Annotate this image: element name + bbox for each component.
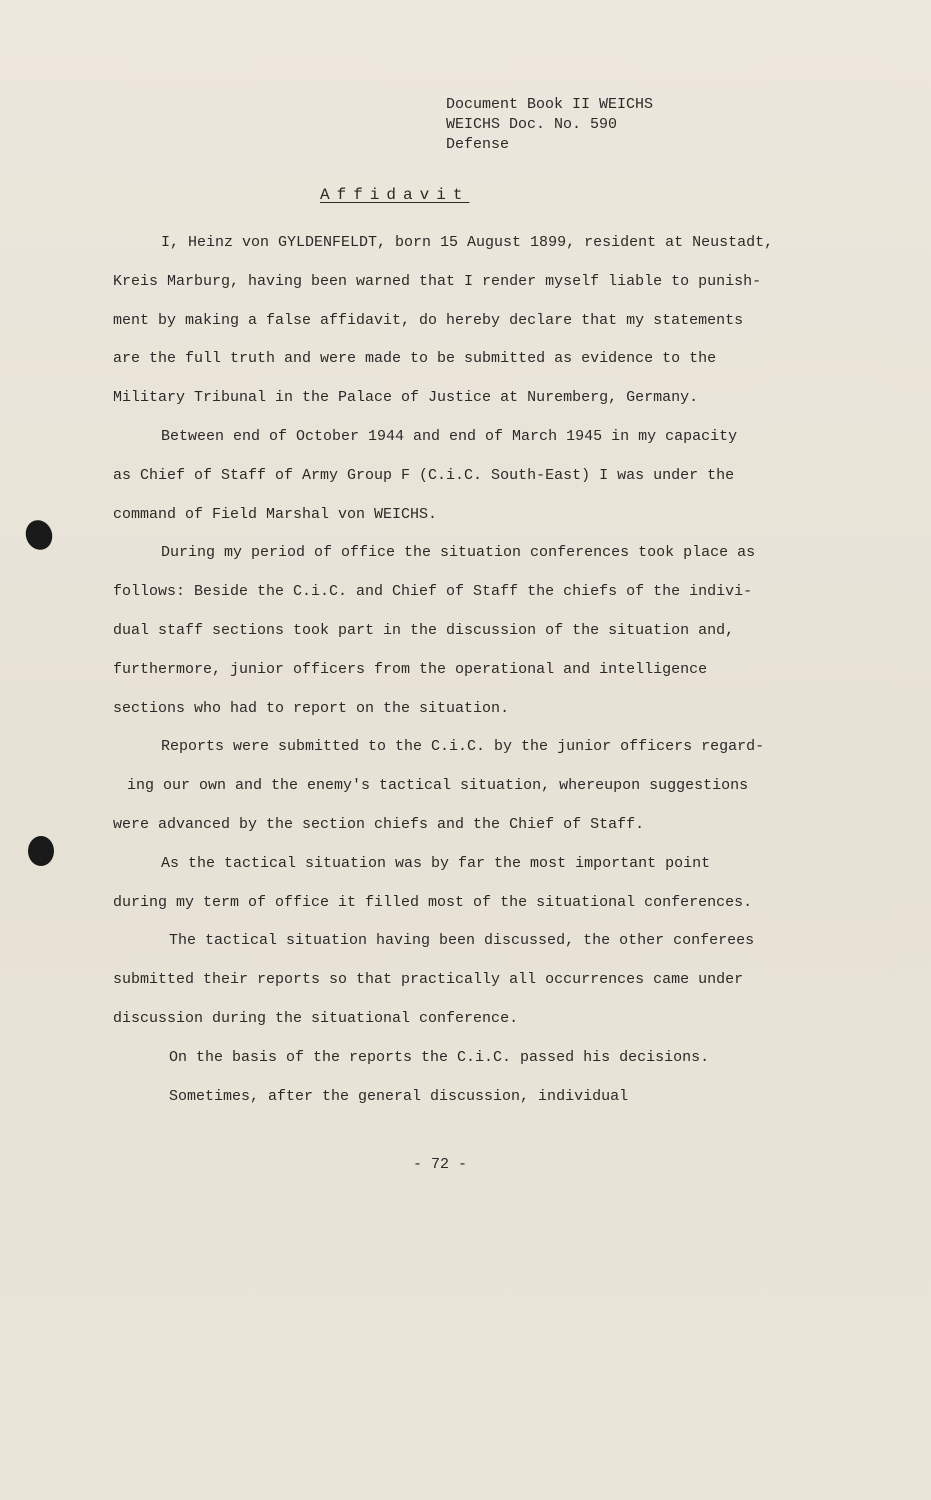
text-line: sections who had to report on the situation. <box>113 699 510 717</box>
text-line: Reports were submitted to the C.i.C. by the junior officers regard- <box>161 738 765 756</box>
text-line: On the basis of the reports the C.i.C. passed his decisions. <box>169 1048 710 1066</box>
header-book-line: Document Book II WEICHS <box>446 96 654 113</box>
document-title: Affidavit <box>320 186 470 204</box>
text-line: Military Tribunal in the Palace of Justice at Nuremberg, Germany. <box>113 389 699 407</box>
text-line: follows: Beside the C.i.C. and Chief of Staff the chiefs of the indivi- <box>113 583 753 601</box>
affidavit-body <box>113 224 813 1116</box>
text-line: as Chief of Staff of Army Group F (C.i.C. South-East) I was under the <box>113 466 735 484</box>
page-number: - 72 - <box>413 1156 468 1173</box>
text-line: were advanced by the section chiefs and the Chief of Staff. <box>113 815 645 833</box>
text-line: During my period of office the situation conferences took place as <box>161 544 756 562</box>
text-line: Between end of October 1944 and end of March 1945 in my capacity <box>161 427 738 445</box>
punch-hole <box>22 516 57 553</box>
text-line: The tactical situation having been discussed, the other conferees <box>169 932 755 950</box>
text-line: dual staff sections took part in the discussion of the situation and, <box>113 621 735 639</box>
text-line: ment by making a false affidavit, do hereby declare that my statements <box>113 311 744 329</box>
text-line: discussion during the situational conference. <box>113 1009 519 1027</box>
text-line: are the full truth and were made to be submitted as evidence to the <box>113 350 717 368</box>
text-line: submitted their reports so that practically all occurrences came under <box>113 971 744 989</box>
text-line: ing our own and the enemy's tactical situation, whereupon suggestions <box>127 777 749 795</box>
text-line: As the tactical situation was by far the most important point <box>161 854 711 872</box>
header-defense-line: Defense <box>446 136 510 153</box>
text-line: Sometimes, after the general discussion, individual <box>169 1087 629 1105</box>
text-line: I, Heinz von GYLDENFELDT, born 15 August 1899, resident at Neustadt, <box>161 234 774 251</box>
text-line: during my term of office it filled most of the situational conferences. <box>113 893 753 911</box>
document-header <box>446 95 653 155</box>
header-doc-line: WEICHS Doc. No. 590 <box>446 116 618 133</box>
text-line: command of Field Marshal von WEICHS. <box>113 505 438 523</box>
punch-hole <box>28 836 54 866</box>
text-line: furthermore, junior officers from the operational and intelligence <box>113 660 708 678</box>
text-line: Kreis Marburg, having been warned that I render myself liable to punish- <box>113 272 762 290</box>
